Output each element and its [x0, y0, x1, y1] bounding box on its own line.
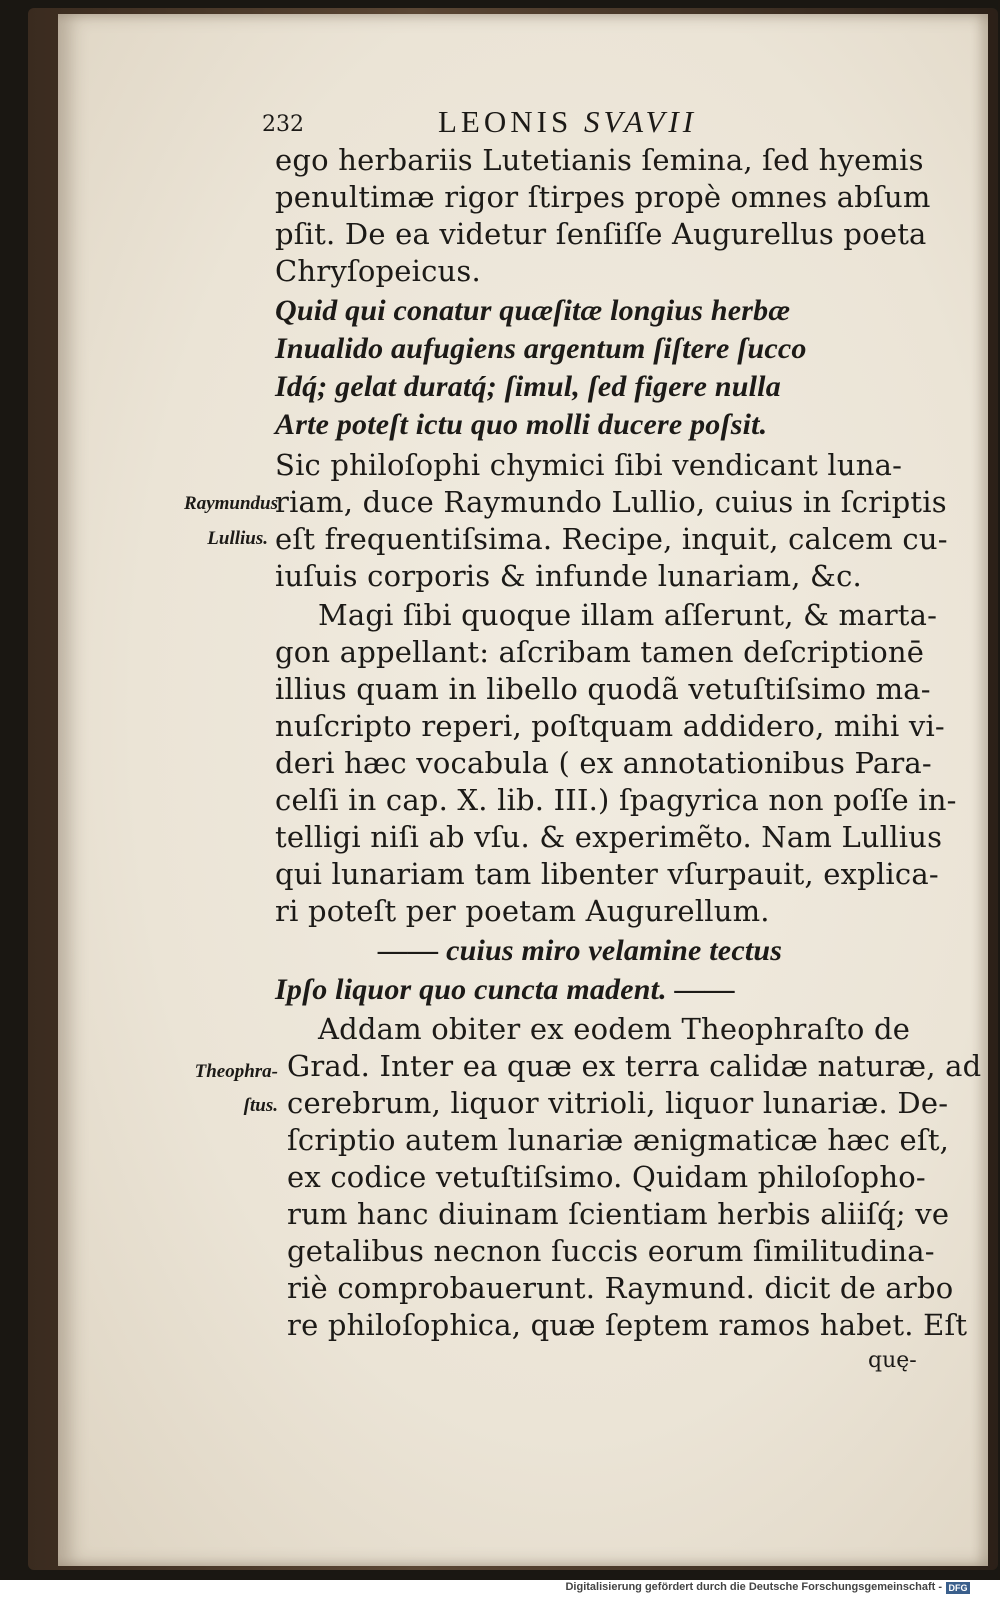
body-line: ri poteſt per poetam Augurellum.	[275, 894, 770, 928]
body-line: riè comprobauerunt. Raymund. dicit de arbo	[287, 1271, 954, 1305]
body-line: pſit. De ea videtur ſenſiſſe Augurellus poeta	[275, 217, 927, 251]
body-line: riam, duce Raymundo Lullio, cuius in ſcriptis	[275, 485, 947, 519]
body-line: getalibus necnon ſuccis eorum ſimilitudina-	[287, 1234, 935, 1268]
margin-note-theophrastus: Theophra-	[194, 1061, 278, 1082]
body-line: cerebrum, liquor vitrioli, liquor lunariæ. De-	[287, 1086, 949, 1120]
body-line: celſi in cap. X. lib. III.) ſpagyrica non poſſe in-	[275, 783, 957, 817]
body-line: illius quam in libello quodã vetuſtiſsimo ma-	[275, 672, 931, 706]
body-line: Sic philoſophi chymici ſibi vendicant luna-	[275, 448, 903, 482]
body-line: penultimæ rigor ſtirpes propè omnes abſum	[275, 180, 931, 214]
running-head-author: LEONIS	[438, 104, 584, 139]
verse-line: Ipſo liquor quo cuncta madent. ——	[275, 973, 735, 1006]
body-line: gon appellant: aſcribam tamen deſcriptionē	[275, 635, 925, 669]
catchword: quę-	[868, 1348, 917, 1373]
body-line: Grad. Inter ea quæ ex terra calidæ naturæ, ad	[287, 1049, 982, 1083]
body-line: ego herbariis Lutetianis ſemina, ſed hyemis	[275, 143, 924, 177]
body-line: nuſcripto reperi, poſtquam addidero, mihi vi-	[275, 709, 945, 743]
margin-note-lullius: Lullius.	[207, 528, 268, 549]
footer-bar	[0, 1580, 1000, 1597]
body-line: Magi ſibi quoque illam aſſerunt, & marta-	[318, 598, 938, 632]
verse-line: Idq́; gelat duratq́; ſimul, ſed figere nulla	[275, 370, 781, 403]
dfg-logo: DFG	[946, 1582, 970, 1594]
verse-line: Quid qui conatur quæſitæ longius herbæ	[275, 294, 791, 327]
body-line: deri hæc vocabula ( ex annotationibus Para-	[275, 746, 932, 780]
body-line: ex codice vetuſtiſsimo. Quidam philoſopho-	[287, 1160, 926, 1194]
margin-note-raymundus: Raymundus	[184, 493, 278, 514]
body-line: Chryſopeicus.	[275, 254, 481, 288]
margin-note-stus: ſtus.	[243, 1095, 278, 1116]
verse-line: Arte poteſt ictu quo molli ducere poſsit.	[275, 408, 768, 441]
body-line: qui lunariam tam libenter vſurpauit, explica-	[275, 857, 939, 891]
body-line: iuſuis corporis & infunde lunariam, &c.	[275, 559, 862, 593]
running-head-author-surname: SVAVII	[583, 104, 698, 139]
body-line: eſt frequentiſsima. Recipe, inquit, calcem cu-	[275, 522, 948, 556]
page-number: 232	[262, 112, 304, 137]
body-line: rum hanc diuinam ſcientiam herbis aliiſq́; ve	[287, 1197, 950, 1231]
verse-line: —— cuius miro velamine tectus	[378, 934, 783, 967]
running-head	[438, 104, 697, 140]
body-line: Addam obiter ex eodem Theophraſto de	[318, 1012, 911, 1046]
body-line: ſcriptio autem lunariæ ænigmaticæ hæc eſt,	[287, 1123, 950, 1157]
body-line: telligi niſi ab vſu. & experimẽto. Nam Lullius	[275, 820, 943, 854]
verse-line: Inualido aufugiens argentum ſiſtere ſucco	[275, 332, 807, 365]
footer-credit: Digitalisierung gefördert durch die Deutsche Forschungsgemeinschaft -	[565, 1581, 942, 1593]
body-line: re philoſophica, quæ ſeptem ramos habet. Eſt	[287, 1308, 968, 1342]
